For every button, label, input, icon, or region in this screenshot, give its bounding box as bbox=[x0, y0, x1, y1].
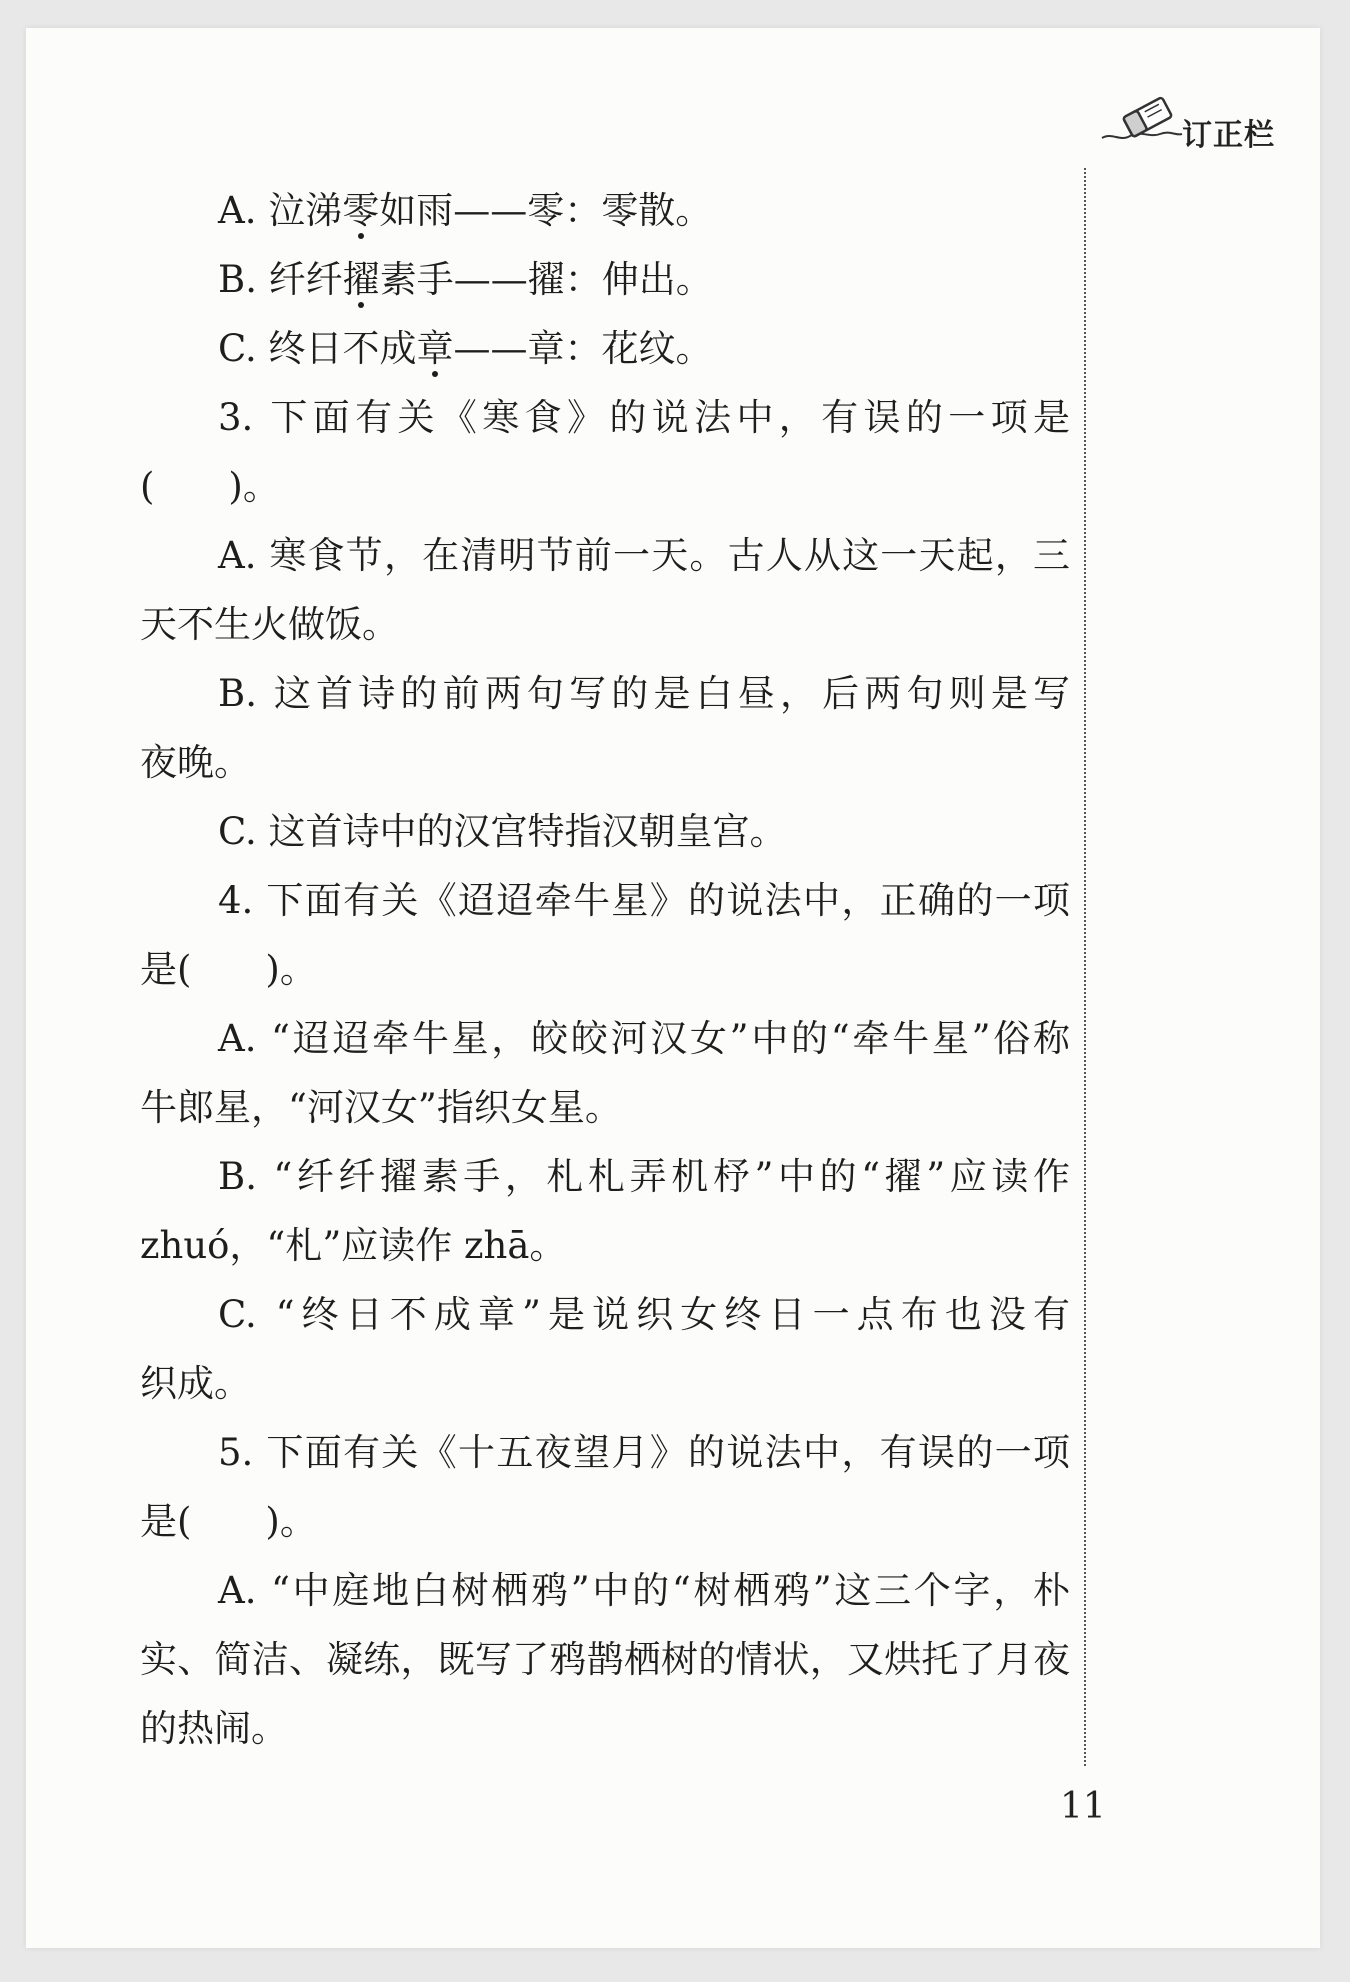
q4-option-b-cont: zhuó，“札”应读作 zhā。 bbox=[140, 1224, 567, 1267]
question-content bbox=[140, 176, 1070, 1763]
q5-answer-blank[interactable]: 是( )。 bbox=[140, 1500, 317, 1543]
page-number: 11 bbox=[1060, 1786, 1106, 1827]
q5-option-a-end: 的热闹。 bbox=[140, 1707, 288, 1750]
correction-column-header bbox=[1098, 92, 1298, 162]
emphasis-dot-char: 零 bbox=[342, 176, 379, 245]
q4-option-a: A. “迢迢牵牛星，皎皎河汉女”中的“牵牛星”俗称 bbox=[218, 1017, 1070, 1060]
q3-stem: 3. 下面有关《寒食》的说法中，有误的一项是 bbox=[218, 396, 1070, 439]
q4-option-c: C. “终日不成章”是说织女终日一点布也没有 bbox=[218, 1293, 1070, 1336]
q4-stem: 4. 下面有关《迢迢牵牛星》的说法中，正确的一项 bbox=[218, 879, 1070, 922]
q3-option-c: C. 这首诗中的汉宫特指汉朝皇宫。 bbox=[218, 810, 787, 853]
q4-answer-blank[interactable]: 是( )。 bbox=[140, 948, 317, 991]
q2-option-a: A. 泣涕零如雨——零：零散。 bbox=[140, 176, 1070, 245]
q3-answer-blank[interactable]: ( )。 bbox=[140, 465, 280, 508]
correction-column-divider bbox=[1084, 168, 1086, 1766]
q3-option-a: A. 寒食节，在清明节前一天。古人从这一天起，三 bbox=[218, 534, 1070, 577]
q4-option-b: B. “纤纤擢素手，札札弄机杼”中的“擢”应读作 bbox=[218, 1155, 1070, 1198]
q2-option-b: B. 纤纤擢素手——擢：伸出。 bbox=[140, 245, 1070, 314]
q5-stem: 5. 下面有关《十五夜望月》的说法中，有误的一项 bbox=[218, 1431, 1070, 1474]
eraser-icon bbox=[1098, 92, 1184, 152]
emphasis-dot-char: 章 bbox=[417, 314, 454, 383]
q2-option-c: C. 终日不成章——章：花纹。 bbox=[140, 314, 1070, 383]
q4-option-a-cont: 牛郎星，“河汉女”指织女星。 bbox=[140, 1086, 622, 1129]
q3-option-b-cont: 夜晚。 bbox=[140, 741, 251, 784]
q3-option-a-cont: 天不生火做饭。 bbox=[140, 603, 399, 646]
q4-option-c-cont: 织成。 bbox=[140, 1362, 251, 1405]
q5-option-a: A. “中庭地白树栖鸦”中的“树栖鸦”这三个字，朴 bbox=[218, 1569, 1070, 1612]
emphasis-dot-char: 擢 bbox=[343, 245, 380, 314]
correction-column-label: 订正栏 bbox=[1182, 118, 1275, 153]
q3-option-b: B. 这首诗的前两句写的是白昼，后两句则是写 bbox=[218, 672, 1070, 715]
q5-option-a-cont: 实、简洁、凝练，既写了鸦鹊栖树的情状，又烘托了月夜 bbox=[140, 1638, 1070, 1681]
